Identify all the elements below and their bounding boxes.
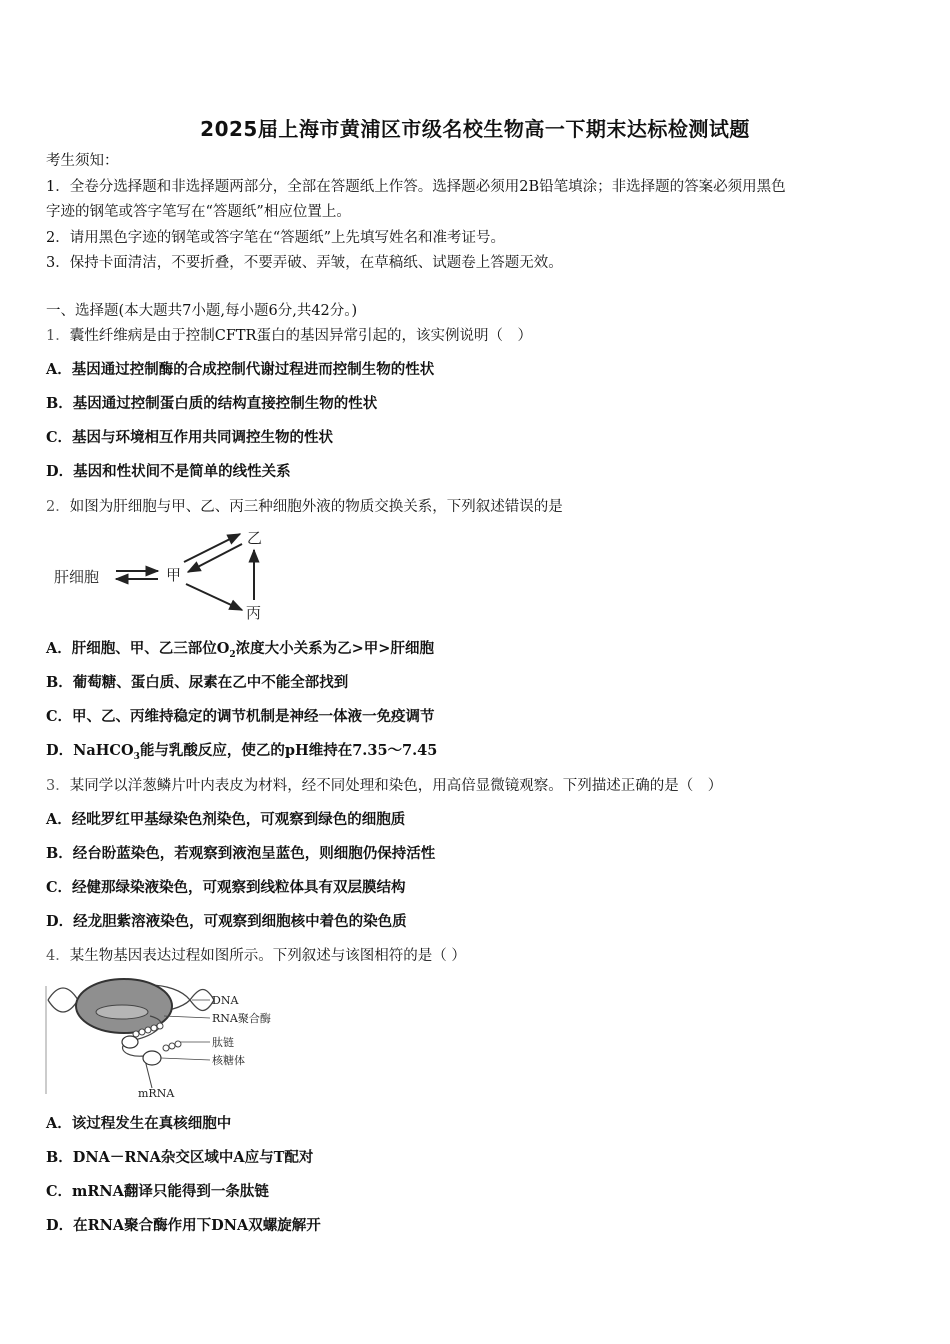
peptide-label: 肽链 [212, 1036, 234, 1049]
leader-ribosome [161, 1058, 210, 1060]
rna-polymerase-inner [96, 1005, 148, 1019]
question-3-text: 某同学以洋葱鳞片叶内表皮为材料，经不同处理和染色，用高倍显微镜观察。下列描述正确的是（ ） [69, 778, 723, 794]
mrna-label: mRNA [138, 1087, 175, 1100]
question-4-stem [46, 946, 466, 966]
question-4-option-a: A．该过程发生在真核细胞中 [46, 1115, 232, 1132]
page-title: 2025届上海市黄浦区市级名校生物高一下期末达标检测试题 [200, 117, 750, 141]
ribosome-shape [143, 1051, 161, 1065]
leader-rna-polymerase [164, 1016, 210, 1018]
question-2-option-a-text: A．肝细胞、甲、乙三部位O [46, 640, 230, 657]
dna-label: DNA [212, 994, 239, 1007]
peptide-bead [169, 1043, 175, 1049]
rna-polymerase-label: RNA聚合酶 [212, 1012, 271, 1025]
question-3-stem [46, 776, 722, 796]
notice-item-2: 2．请用黑色字迹的钢笔或答字笔在“答题纸”上先填写姓名和准考证号。 [46, 230, 506, 246]
question-2-number: 2． [46, 499, 70, 515]
question-2-stem [46, 497, 563, 517]
notice-item-1: 1．全卷分选择题和非选择题两部分，全部在答题纸上作答。选择题必须用2B铅笔填涂；非选择题的答案必须用黑色 [46, 179, 786, 195]
fluid-jia-label: 甲 [166, 566, 182, 584]
oxygen-subscript: 2 [229, 649, 236, 660]
question-2-option-c: C．甲、乙、丙维持稳定的调节机制是神经一体液一免疫调节 [46, 708, 435, 725]
question-1-number: 1． [46, 328, 70, 344]
peptide-bead [163, 1045, 169, 1051]
question-2-text: 如图为肝细胞与甲、乙、丙三种细胞外液的物质交换关系，下列叙述错误的是 [69, 499, 563, 515]
question-3-option-a: A．经吡罗红甲基绿染色剂染色，可观察到绿色的细胞质 [46, 811, 406, 828]
peptide-bead [157, 1023, 163, 1029]
question-4-text: 某生物基因表达过程如图所示。下列叙述与该图相符的是（ ） [69, 948, 466, 964]
notice-item-3: 3．保持卡面清洁，不要折叠，不要弄破、弄皱，在草稿纸、试题卷上答题无效。 [46, 255, 563, 271]
question-4-number: 4． [46, 948, 70, 964]
gene-expression-diagram [44, 976, 284, 1100]
peptide-bead [145, 1027, 151, 1033]
question-1-option-d: D．基因和性状间不是简单的线性关系 [46, 463, 291, 480]
question-1-stem [46, 326, 532, 346]
arrow-jia-to-yi [184, 534, 240, 562]
question-3-option-d: D．经龙胆紫溶液染色，可观察到细胞核中着色的染色质 [46, 913, 407, 930]
notice-heading: 考生须知： [46, 153, 119, 169]
bicarbonate-subscript: 3 [133, 751, 140, 762]
question-4-option-b: B．DNA－RNA杂交区域中A应与T配对 [46, 1149, 314, 1166]
question-1-option-a: A．基因通过控制酶的合成控制代谢过程进而控制生物的性状 [46, 361, 435, 378]
question-2-option-b: B．葡萄糖、蛋白质、尿素在乙中不能全部找到 [46, 674, 349, 691]
peptide-bead [139, 1029, 145, 1035]
question-1-option-b: B．基因通过控制蛋白质的结构直接控制生物的性状 [46, 395, 378, 412]
question-4-option-c: C．mRNA翻译只能得到一条肽链 [46, 1183, 269, 1200]
question-2-option-d-text-end: 能与乳酸反应，使乙的pH维持在7.35～7.45 [139, 742, 438, 759]
question-1-option-c: C．基因与环境相互作用共同调控生物的性状 [46, 429, 334, 446]
arrow-jia-to-bing [186, 584, 242, 610]
ribosome-shape [122, 1036, 138, 1048]
question-2-option-a-text-end: 浓度大小关系为乙>甲>肝细胞 [235, 640, 434, 657]
question-2-option-a [46, 639, 434, 659]
section-heading: 一、选择题(本大题共7小题,每小题6分,共42分。) [46, 303, 358, 319]
fluid-yi-label: 乙 [247, 529, 263, 547]
question-3-option-b: B．经台盼蓝染色，若观察到液泡呈蓝色，则细胞仍保持活性 [46, 845, 436, 862]
peptide-bead [151, 1025, 157, 1031]
question-4-option-d: D．在RNA聚合酶作用下DNA双螺旋解开 [46, 1217, 321, 1234]
notice-item-1-cont: 字迹的钢笔或答字笔写在“答题纸”相应位置上。 [46, 204, 351, 220]
question-2-option-d-text: D．NaHCO [46, 742, 134, 759]
liver-cell-label: 肝细胞 [54, 568, 100, 586]
question-1-text: 囊性纤维病是由于控制CFTR蛋白的基因异常引起的，该实例说明（ ） [69, 328, 532, 344]
question-3-option-c: C．经健那绿染液染色，可观察到线粒体具有双层膜结构 [46, 879, 406, 896]
fluid-exchange-diagram [50, 522, 290, 624]
ribosome-label: 核糖体 [212, 1054, 245, 1067]
question-3-number: 3． [46, 778, 70, 794]
arrow-yi-to-jia [188, 544, 242, 572]
fluid-bing-label: 丙 [246, 604, 262, 622]
question-2-option-d [46, 741, 437, 761]
